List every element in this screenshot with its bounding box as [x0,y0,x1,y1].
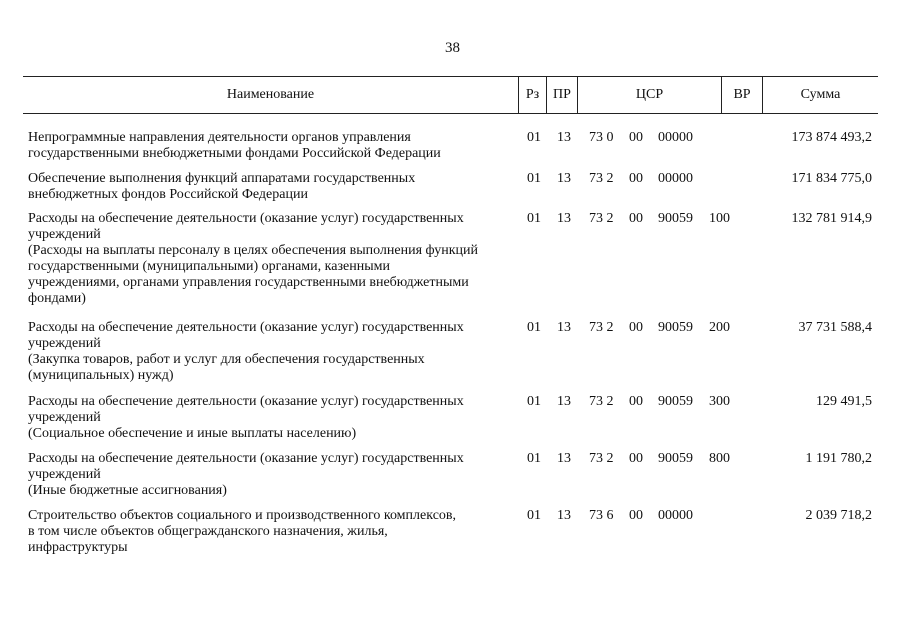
row-name-line: инфраструктуры [28,540,128,555]
row-pr: 13 [557,320,571,335]
row-sum: 132 781 914,9 [791,211,872,226]
row-csr-program: 73 0 [589,130,614,145]
row-rz: 01 [527,320,541,335]
row-name-line: внебюджетных фондов Российской Федерации [28,187,308,202]
row-csr-direction: 90059 [658,320,693,335]
row-name-line: (Социальное обеспечение и иные выплаты населению) [28,426,357,441]
row-csr-subprogram: 00 [629,211,643,226]
row-vr: 300 [709,394,730,409]
row-csr-subprogram: 00 [629,171,643,186]
header-vr: ВР [733,87,751,102]
row-csr-program: 73 2 [589,171,614,186]
row-name-line: Расходы на обеспечение деятельности (оказание услуг) государственных [28,451,464,466]
row-rz: 01 [527,171,541,186]
row-name-line: государственными (муниципальными) органами, казенными [28,259,390,274]
row-vr: 200 [709,320,730,335]
row-csr-program: 73 2 [589,451,614,466]
row-name [28,508,518,556]
row-csr-subprogram: 00 [629,320,643,335]
row-pr: 13 [557,508,571,523]
row-pr: 13 [557,211,571,226]
row-pr: 13 [557,171,571,186]
row-name-line: Расходы на обеспечение деятельности (оказание услуг) государственных [28,394,464,409]
row-csr-program: 73 6 [589,508,614,523]
row-csr-program: 73 2 [589,320,614,335]
row-vr: 100 [709,211,730,226]
row-csr-direction: 90059 [658,451,693,466]
row-name-line: учреждений [28,410,101,425]
row-csr-direction: 00000 [658,130,693,145]
row-sum: 2 039 718,2 [805,508,872,523]
row-name-line: учреждений [28,227,101,242]
row-rz: 01 [527,451,541,466]
row-name-line: учреждениями, органами управления государственными внебюджетными [28,275,469,290]
row-name [28,171,518,203]
row-name-line: (Расходы на выплаты персоналу в целях обеспечения выполнения функций [28,243,479,258]
row-name-line: (Иные бюджетные ассигнования) [28,483,227,498]
row-pr: 13 [557,130,571,145]
row-name [28,451,518,499]
row-name-line: Строительство объектов социального и производственного комплексов, [28,508,457,523]
row-rz: 01 [527,394,541,409]
row-name-line: учреждений [28,467,101,482]
row-csr-subprogram: 00 [629,508,643,523]
row-csr-program: 73 2 [589,211,614,226]
row-csr-subprogram: 00 [629,451,643,466]
row-name [28,320,518,384]
header-csr: ЦСР [635,87,664,102]
row-sum: 129 491,5 [816,394,872,409]
row-vr: 800 [709,451,730,466]
row-csr-direction: 90059 [658,394,693,409]
row-name-line: государственными внебюджетными фондами Российской Федерации [28,146,441,161]
row-name-line: Обеспечение выполнения функций аппаратами государственных [28,171,416,186]
header-pr: ПР [553,87,571,102]
row-name-line: Расходы на обеспечение деятельности (оказание услуг) государственных [28,211,464,226]
row-pr: 13 [557,394,571,409]
row-sum: 1 191 780,2 [805,451,872,466]
row-name-line: (Закупка товаров, работ и услуг для обеспечения государственных [28,352,425,367]
page-number: 38 [445,40,460,56]
row-csr-direction: 90059 [658,211,693,226]
row-sum: 37 731 588,4 [798,320,872,335]
header-rz: Рз [525,87,540,102]
row-sum: 171 834 775,0 [791,171,872,186]
row-rz: 01 [527,211,541,226]
row-name [28,394,518,442]
row-name-line: Расходы на обеспечение деятельности (оказание услуг) государственных [28,320,464,335]
header-sum: Сумма [800,87,841,102]
row-csr-direction: 00000 [658,171,693,186]
row-pr: 13 [557,451,571,466]
row-name-line: в том числе объектов общегражданского назначения, жилья, [28,524,388,539]
row-name [28,130,518,162]
row-sum: 173 874 493,2 [791,130,872,145]
row-rz: 01 [527,508,541,523]
row-name-line: Непрограммные направления деятельности органов управления [28,130,411,145]
row-name-line: фондами) [28,291,86,306]
row-csr-program: 73 2 [589,394,614,409]
header-name: Наименование [226,87,315,102]
row-csr-subprogram: 00 [629,130,643,145]
row-name [28,211,518,307]
row-rz: 01 [527,130,541,145]
row-csr-direction: 00000 [658,508,693,523]
row-name-line: учреждений [28,336,101,351]
row-name-line: (муниципальных) нужд) [28,368,174,383]
row-csr-subprogram: 00 [629,394,643,409]
table-header [23,76,878,114]
